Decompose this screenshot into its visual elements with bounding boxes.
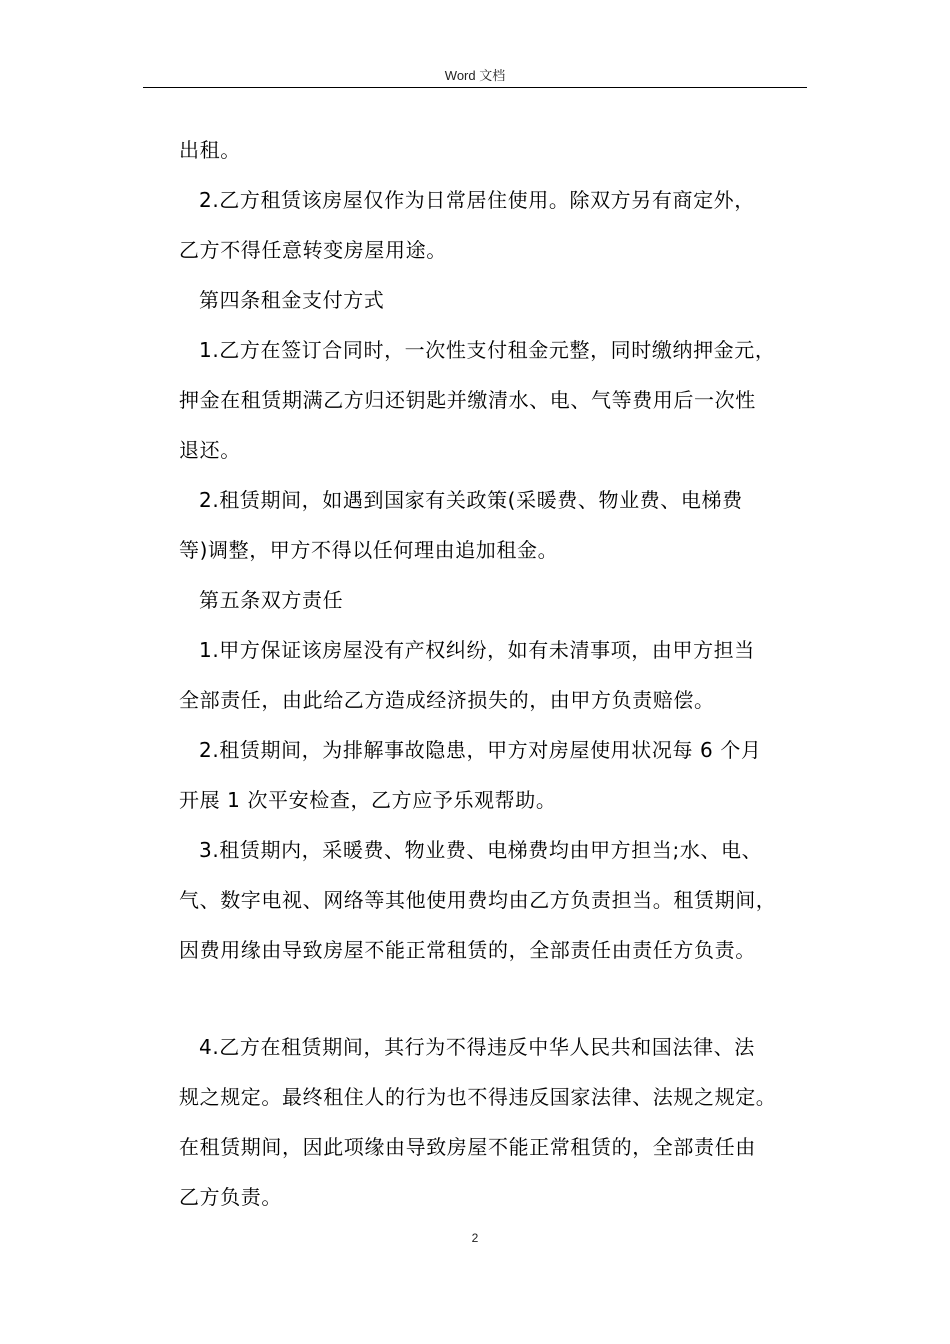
- section-heading: 第五条双方责任: [199, 588, 344, 612]
- text-line: 3.租赁期内，采暖费、物业费、电梯费均由甲方担当;水、电、: [199, 838, 763, 862]
- text-line: 4.乙方在租赁期间，其行为不得违反中华人民共和国法律、法: [199, 1035, 755, 1059]
- text-line: 2.乙方租赁该房屋仅作为日常居住使用。除双方另有商定外，: [199, 188, 755, 212]
- text-line: 因费用缘由导致房屋不能正常租赁的，全部责任由责任方负责。: [179, 938, 756, 962]
- text-line: 开展 1 次平安检查，乙方应予乐观帮助。: [179, 788, 557, 812]
- text-line: 退还。: [179, 438, 241, 462]
- text-line: 2.租赁期间，为排解事故隐患，甲方对房屋使用状况每 6 个月: [199, 738, 762, 762]
- page-number: 2: [471, 1231, 479, 1245]
- text-line: 出租。: [179, 138, 241, 162]
- text-line: 全部责任，由此给乙方造成经济损失的，由甲方负责赔偿。: [179, 688, 715, 712]
- text-line: 在租赁期间，因此项缘由导致房屋不能正常租赁的，全部责任由: [179, 1135, 756, 1159]
- text-line: 1.乙方在签订合同时，一次性支付租金元整，同时缴纳押金元，: [199, 338, 776, 362]
- section-heading: 第四条租金支付方式: [199, 288, 385, 312]
- text-line: 乙方负责。: [179, 1185, 282, 1209]
- text-line: 2.租赁期间，如遇到国家有关政策(采暖费、物业费、电梯费: [199, 488, 743, 512]
- text-line: 气、数字电视、网络等其他使用费均由乙方负责担当。租赁期间，: [179, 888, 777, 912]
- text-line: 1.甲方保证该房屋没有产权纠纷，如有未清事项，由甲方担当: [199, 638, 755, 662]
- page-header: Word 文档: [444, 68, 506, 83]
- header-divider: [143, 87, 807, 88]
- text-line: 押金在租赁期满乙方归还钥匙并缴清水、电、气等费用后一次性: [179, 388, 756, 412]
- text-line: 乙方不得任意转变房屋用途。: [179, 238, 447, 262]
- text-line: 等)调整，甲方不得以任何理由追加租金。: [179, 538, 559, 562]
- text-line: 规之规定。最终租住人的行为也不得违反国家法律、法规之规定。: [179, 1085, 777, 1109]
